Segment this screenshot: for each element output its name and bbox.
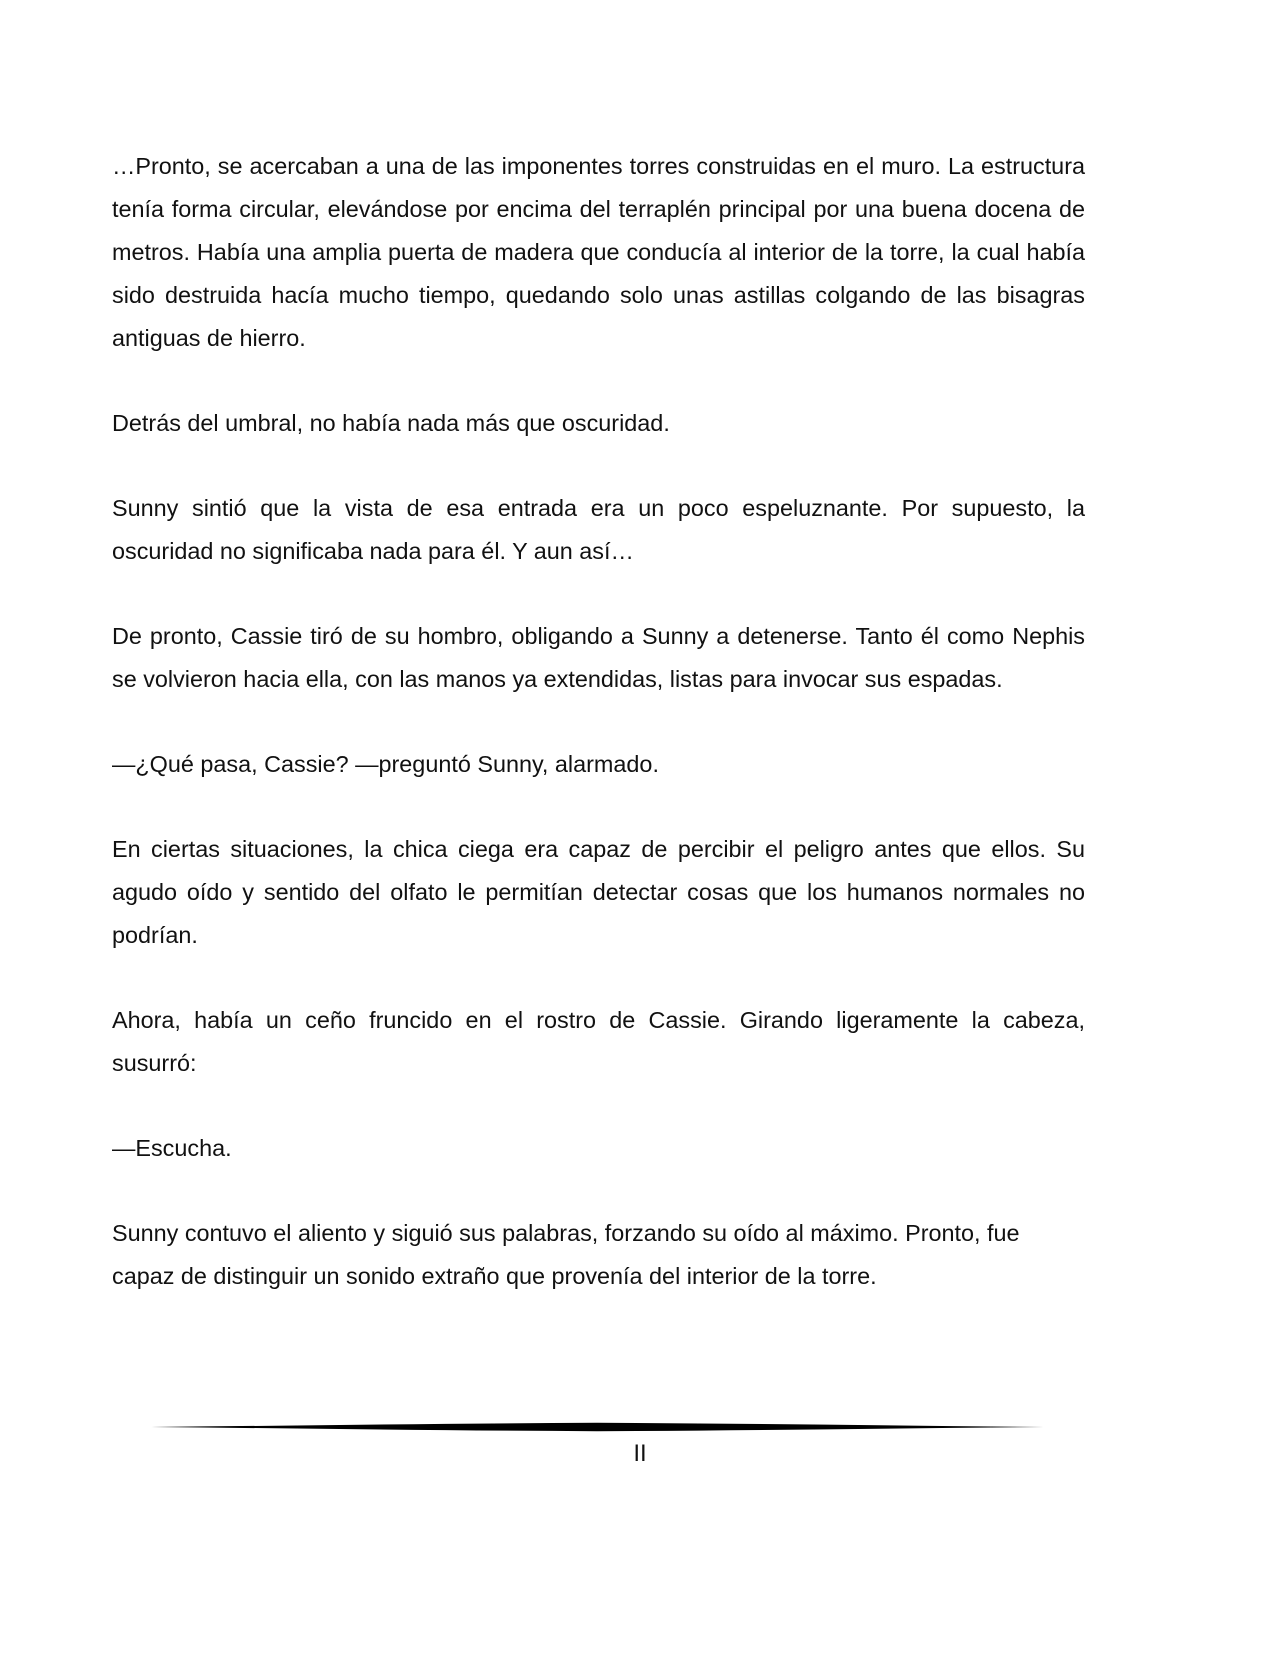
paragraph-1: …Pronto, se acercaban a una de las imponentes torres construidas en el muro. La estructura tenía forma circular, elevándose por encima del terraplén principal por una buena docena de metros. Había una amplia puerta de madera que conducía al interior de la torre, la cual había sido destruida hacía mucho tiempo, quedando solo unas astillas colgando de las bisagras antiguas de hierro. [112, 153, 1085, 351]
paragraph-3: Sunny sintió que la vista de esa entrada era un poco espeluznante. Por supuesto, la oscuridad no significaba nada para él. Y aun así… [112, 495, 1085, 564]
paragraph-5: —¿Qué pasa, Cassie? —preguntó Sunny, alarmado. [112, 751, 659, 777]
body-text [112, 145, 1085, 1340]
paragraph-6: En ciertas situaciones, la chica ciega era capaz de percibir el peligro antes que ellos. Su agudo oído y sentido del olfato le permitían detectar cosas que los humanos normales no podrían. [112, 836, 1085, 948]
paragraph-4: De pronto, Cassie tiró de su hombro, obligando a Sunny a detenerse. Tanto él como Nephis se volvieron hacia ella, con las manos ya extendidas, listas para invocar sus espadas. [112, 623, 1085, 692]
footer-divider [151, 1422, 1044, 1432]
divider-swash [151, 1423, 1044, 1431]
paragraph-8: —Escucha. [112, 1135, 232, 1161]
page-number: II [633, 1440, 647, 1467]
paragraph-9: Sunny contuvo el aliento y siguió sus palabras, forzando su oído al máximo. Pronto, fue capaz de distinguir un sonido extraño que provenía del interior de la torre. [112, 1220, 1020, 1289]
paragraph-2: Detrás del umbral, no había nada más que oscuridad. [112, 410, 670, 436]
paragraph-7: Ahora, había un ceño fruncido en el rostro de Cassie. Girando ligeramente la cabeza, susurró: [112, 1007, 1085, 1076]
